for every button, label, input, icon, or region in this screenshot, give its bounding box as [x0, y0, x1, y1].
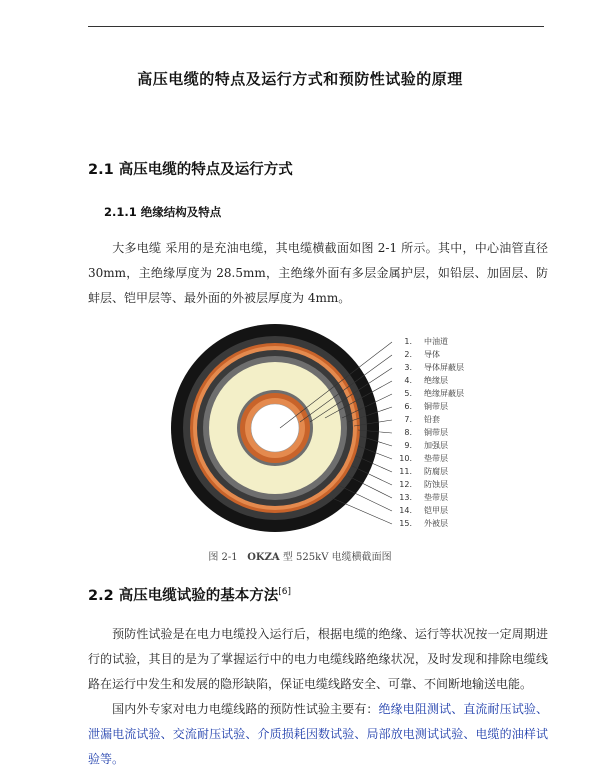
- paragraph-test-methods: [88, 697, 548, 772]
- caption-model: OKZA: [247, 552, 280, 563]
- section-heading-2-1: 2.1 高压电缆的特点及运行方式: [88, 162, 293, 178]
- legend-label: 铠甲层: [424, 506, 448, 515]
- legend-label: 防腐层: [424, 467, 448, 476]
- legend-label: 铅套: [424, 415, 440, 424]
- legend-number: 13.: [399, 493, 412, 502]
- legend-number: 8.: [404, 428, 412, 437]
- legend-number: 1.: [404, 337, 412, 346]
- legend-label: 铜带层: [424, 402, 448, 411]
- legend-item: [396, 375, 448, 387]
- legend-item: [396, 440, 448, 452]
- legend-item: [396, 492, 448, 504]
- legend-label: 铜带层: [424, 428, 448, 437]
- legend-label: 垫带层: [424, 454, 448, 463]
- central-oil-duct: [251, 404, 299, 452]
- legend-label: 导体: [424, 350, 440, 359]
- legend-label: 中油道: [424, 337, 448, 346]
- legend-number: 5.: [404, 389, 412, 398]
- legend-number: 4.: [404, 376, 412, 385]
- legend-label: 加强层: [424, 441, 448, 450]
- legend-label: 绝缘层: [424, 376, 448, 385]
- legend-item: [396, 479, 448, 491]
- paragraph-preventive-text: 预防性试验是在电力电缆投入运行后，根据电缆的绝缘、运行等状况按一定周期进行的试验，其目的是为了掌握运行中的电力电缆线路绝缘状况，及时发现和排除电缆线路在运行中发生和发展的隐形缺陷，保证电缆线路安全、可靠、不间断地输送电能。: [88, 627, 548, 691]
- paragraph-methods-lead: 国内外专家对电力电缆线路的预防性试验主要有：: [112, 702, 379, 716]
- legend-label: 防蚀层: [424, 480, 448, 489]
- legend-item: [396, 349, 440, 361]
- paragraph-methods-list: 绝缘电阻测试、直流耐压试验、泄漏电流试验、交流耐压试验、介质损耗因数试验、局部放电测试试验、电缆的油样试验等。: [88, 702, 548, 766]
- document-title: 高压电缆的特点及运行方式和预防性试验的原理: [137, 70, 463, 88]
- legend-label: 垫带层: [424, 493, 448, 502]
- legend-item: [396, 453, 448, 465]
- section-heading-2-2: [88, 584, 291, 605]
- legend-label: 导体屏蔽层: [424, 363, 464, 372]
- legend-number: 12.: [399, 480, 412, 489]
- figure-caption: [0, 548, 600, 563]
- legend-number: 10.: [399, 454, 412, 463]
- legend-number: 9.: [404, 441, 412, 450]
- legend-item: [396, 518, 448, 530]
- legend-number: 11.: [399, 467, 412, 476]
- legend-number: 15.: [399, 519, 412, 528]
- leader-line-15: [332, 498, 392, 524]
- paragraph-insulation-text: 大多电缆 采用的是充油电缆，其电缆横截面如图 2-1 所示。其中，中心油管直径 30mm，主绝缘厚度为 28.5mm，主绝缘外面有多层金属护层，如铅层、加固层、防蚌层、铠甲层等、最外面的外被层厚度为 4mm。: [88, 241, 548, 305]
- legend-label: 外被层: [424, 519, 448, 528]
- legend-item: [396, 388, 464, 400]
- legend-number: 2.: [404, 350, 412, 359]
- legend-item: [396, 362, 464, 374]
- legend-number: 6.: [404, 402, 412, 411]
- section-heading-2-2-text: 2.2 高压电缆试验的基本方法: [88, 588, 279, 604]
- legend-number: 14.: [399, 506, 412, 515]
- legend-item: [396, 505, 448, 517]
- legend-item: [396, 427, 448, 439]
- legend-item: [396, 401, 448, 413]
- legend-number: 7.: [404, 415, 412, 424]
- legend-item: [396, 466, 448, 478]
- header-rule: [88, 26, 544, 27]
- legend-item: [396, 336, 448, 348]
- legend-item: [396, 414, 440, 426]
- paragraph-insulation-structure: [88, 236, 548, 311]
- reference-marker: [6]: [278, 587, 291, 598]
- paragraph-preventive-tests: [88, 622, 548, 697]
- caption-prefix: 图 2-1: [208, 552, 238, 563]
- legend-label: 绝缘屏蔽层: [424, 389, 464, 398]
- legend-number: 3.: [404, 363, 412, 372]
- caption-suffix: 型 525kV 电缆横截面图: [282, 552, 392, 563]
- subsection-heading-2-1-1: 2.1.1 绝缘结构及特点: [104, 205, 222, 219]
